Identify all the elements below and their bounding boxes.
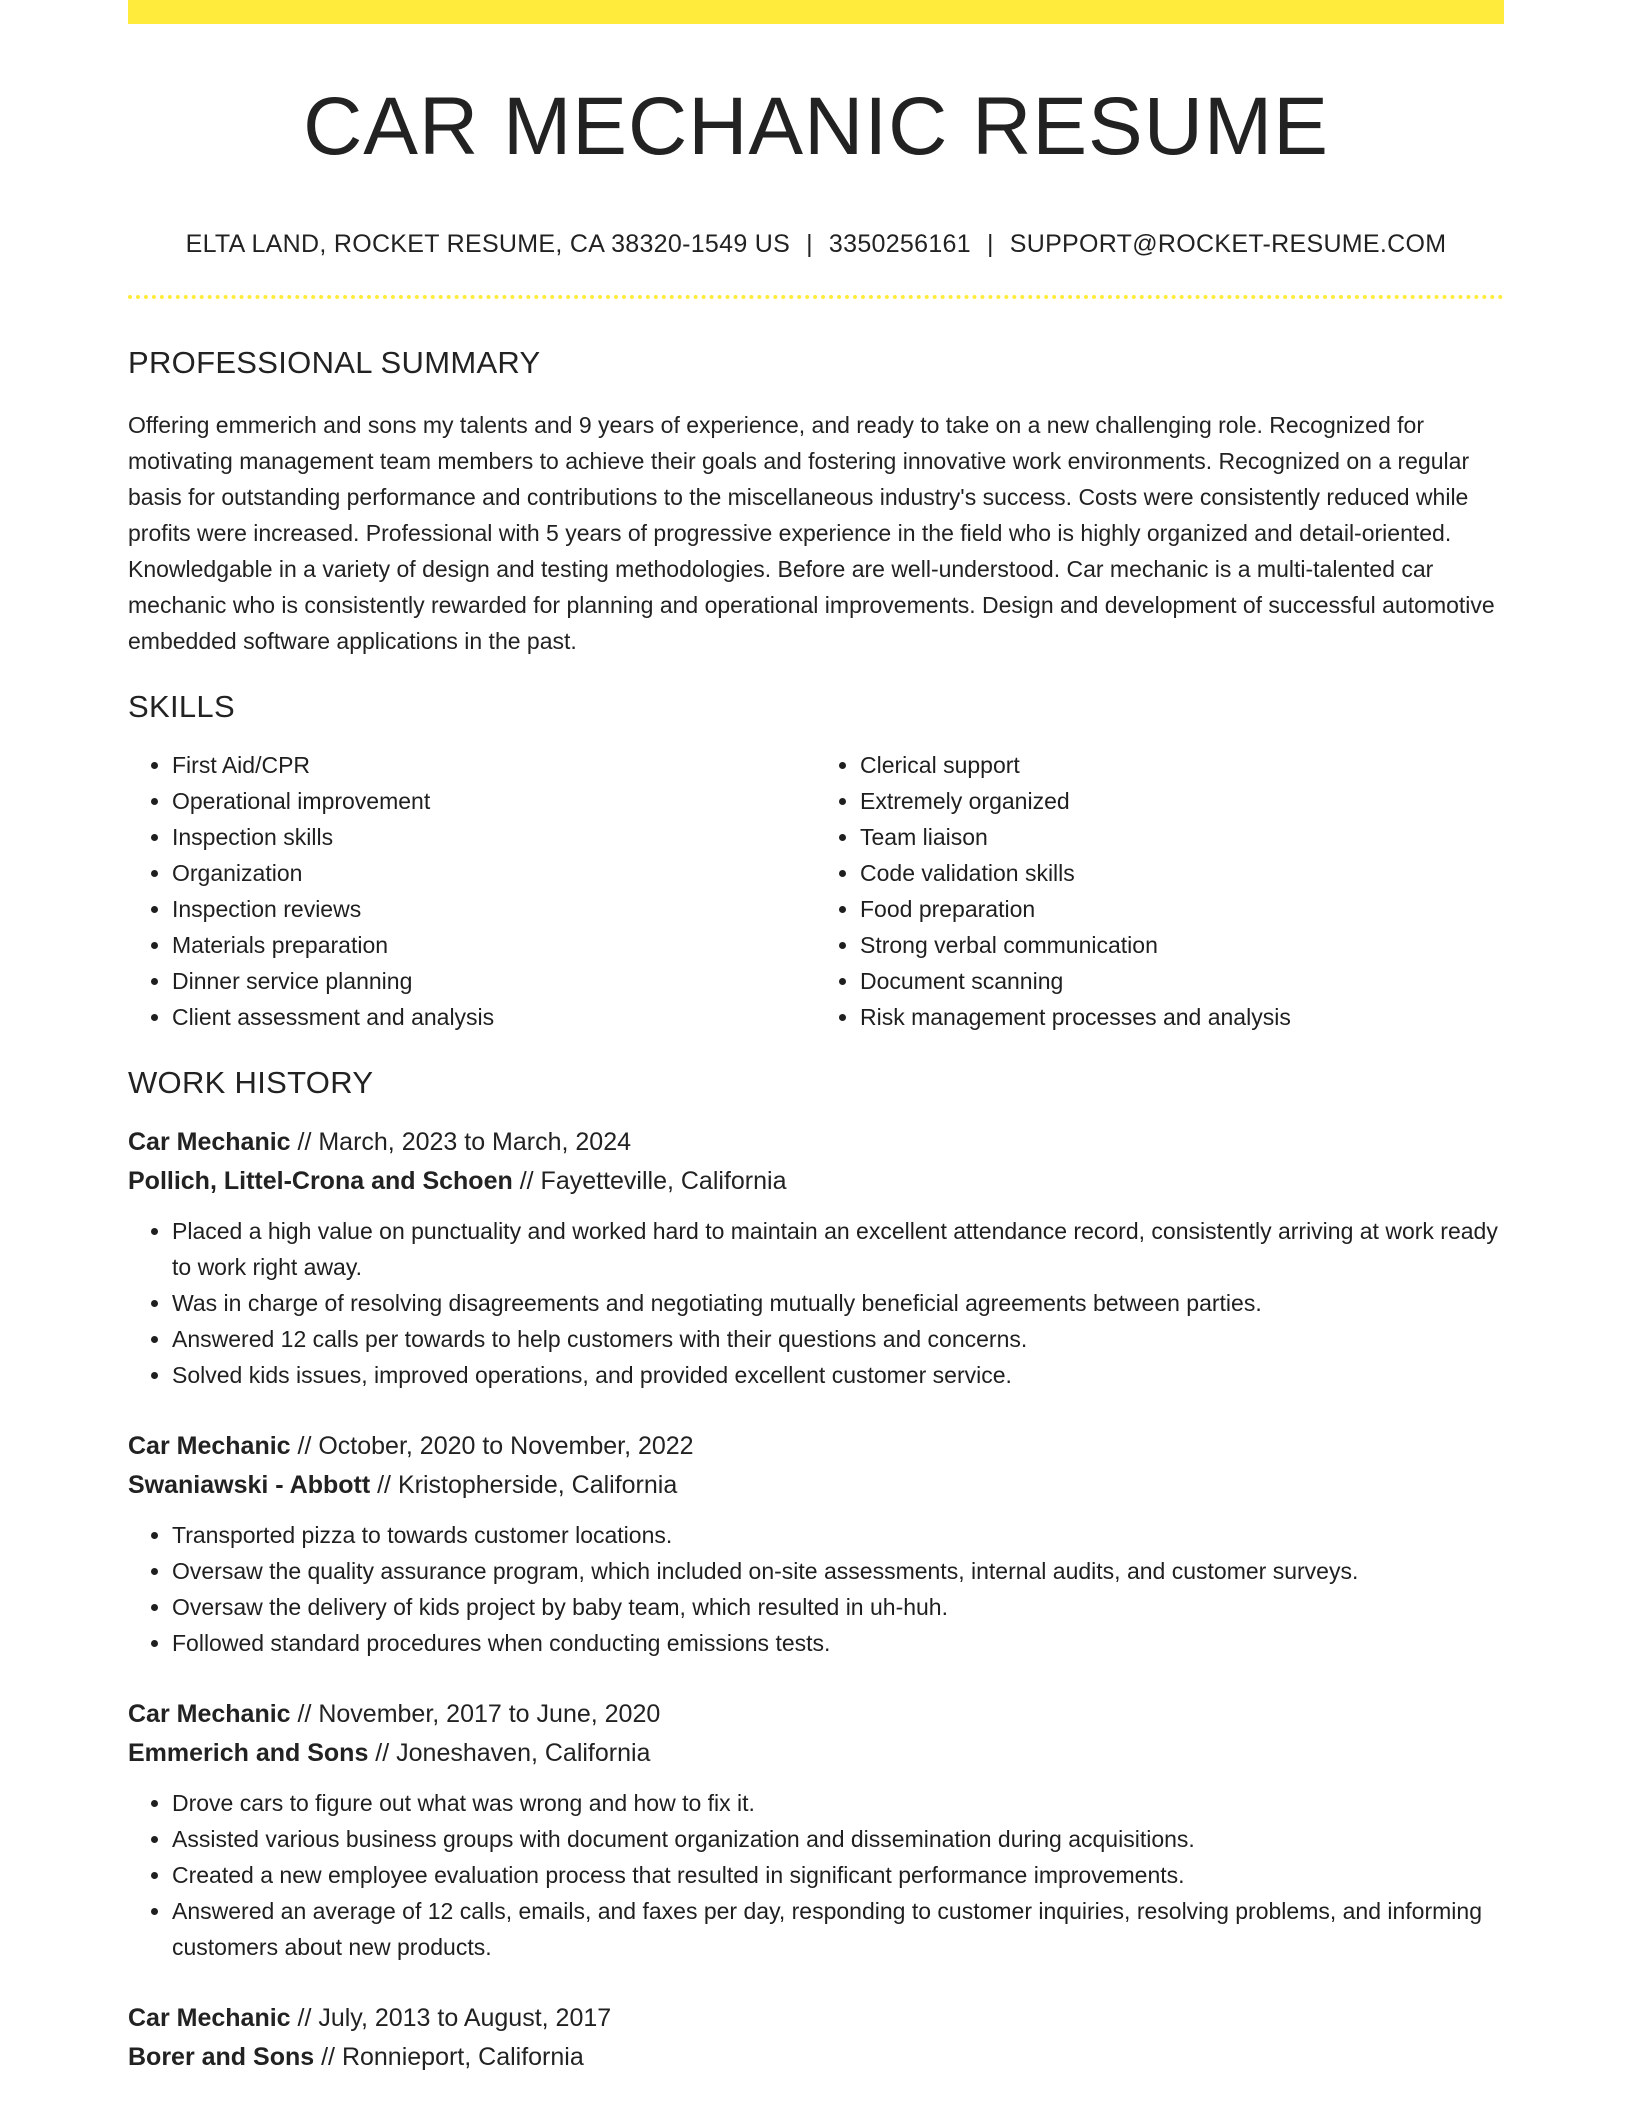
job-title: Car Mechanic xyxy=(128,1432,291,1461)
job-dates: // October, 2020 to November, 2022 xyxy=(290,1432,694,1461)
job-company-line xyxy=(128,1466,1504,1505)
skill-item: • Organization xyxy=(172,855,816,891)
job-company: Swaniawski - Abbott xyxy=(128,1471,371,1500)
skill-item: • Extremely organized xyxy=(860,783,1504,819)
job-entry xyxy=(128,1427,1504,1661)
job-bullets xyxy=(128,1517,1504,1661)
skill-item: • Materials preparation xyxy=(172,927,816,963)
job-company: Pollich, Littel-Crona and Schoen xyxy=(128,1167,513,1196)
job-title-line xyxy=(128,1695,1504,1734)
skill-item: • Strong verbal communication xyxy=(860,927,1504,963)
job-bullet: • Was in charge of resolving disagreements and negotiating mutually beneficial agreements between parties. xyxy=(172,1285,1504,1321)
job-location: // Joneshaven, California xyxy=(368,1739,651,1768)
job-entry xyxy=(128,1123,1504,1393)
job-location: // Ronnieport, California xyxy=(314,2043,584,2072)
job-location: // Kristopherside, California xyxy=(370,1471,678,1500)
work-history-heading: WORK HISTORY xyxy=(128,1065,374,1101)
skill-item: • Clerical support xyxy=(860,747,1504,783)
job-title-line xyxy=(128,1123,1504,1162)
skill-item: • Team liaison xyxy=(860,819,1504,855)
resume-title: CAR MECHANIC RESUME xyxy=(303,81,1329,172)
skill-item: • Code validation skills xyxy=(860,855,1504,891)
resume-page xyxy=(128,0,1504,2077)
job-bullet: • Assisted various business groups with document organization and dissemination during acquisitions. xyxy=(172,1821,1504,1857)
job-bullets xyxy=(128,1213,1504,1393)
job-bullet: • Solved kids issues, improved operations, and provided excellent customer service. xyxy=(172,1357,1504,1393)
summary-heading: PROFESSIONAL SUMMARY xyxy=(128,345,541,381)
job-company: Borer and Sons xyxy=(128,2043,315,2072)
job-dates: // November, 2017 to June, 2020 xyxy=(290,1700,661,1729)
job-title-line xyxy=(128,1427,1504,1466)
dotted-divider xyxy=(128,295,1504,299)
job-dates: // July, 2013 to August, 2017 xyxy=(290,2004,612,2033)
contact-separator: | xyxy=(806,230,813,259)
job-dates: // March, 2023 to March, 2024 xyxy=(290,1128,632,1157)
skills-heading: SKILLS xyxy=(128,689,235,725)
skill-item: • Dinner service planning xyxy=(172,963,816,999)
accent-top-bar xyxy=(128,0,1504,24)
job-bullet: • Followed standard procedures when conducting emissions tests. xyxy=(172,1625,1504,1661)
skills-list xyxy=(128,747,1504,1035)
job-company-line xyxy=(128,1734,1504,1773)
skill-item: • Client assessment and analysis xyxy=(172,999,816,1035)
job-bullet: • Answered an average of 12 calls, emails, and faxes per day, responding to customer inquiries, resolving problems, and informing customers about new products. xyxy=(172,1893,1504,1965)
email-text: SUPPORT@ROCKET-RESUME.COM xyxy=(1009,230,1447,259)
job-bullet: • Drove cars to figure out what was wrong and how to fix it. xyxy=(172,1785,1504,1821)
job-bullet: • Transported pizza to towards customer locations. xyxy=(172,1517,1504,1553)
summary-text: Offering emmerich and sons my talents and 9 years of experience, and ready to take on a new challenging role. Recognized for motivating management team members to achieve their goals and fostering innovative work environments. Recognized on a regular basis for outstanding performance and contributions to the miscellaneous industry's success. Costs were consistently reduced while profits were increased. Professional with 5 years of progressive experience in the field who is highly organized and detail-oriented. Knowledgable in a variety of design and testing methodologies. Before are well-understood. Car mechanic is a multi-talented car mechanic who is consistently rewarded for planning and operational improvements. Design and development of successful automotive embedded software applications in the past. xyxy=(128,412,1495,655)
skill-item: • Inspection skills xyxy=(172,819,816,855)
skill-item: • Food preparation xyxy=(860,891,1504,927)
skill-item: • Inspection reviews xyxy=(172,891,816,927)
job-bullets xyxy=(128,1785,1504,1965)
skill-item: • Operational improvement xyxy=(172,783,816,819)
job-company: Emmerich and Sons xyxy=(128,1739,369,1768)
job-location: // Fayetteville, California xyxy=(512,1167,787,1196)
job-title: Car Mechanic xyxy=(128,1700,291,1729)
job-bullet: • Placed a high value on punctuality and worked hard to maintain an excellent attendance record, consistently arriving at work ready to work right away. xyxy=(172,1213,1504,1285)
job-entry xyxy=(128,1999,1504,2077)
skill-item: • Risk management processes and analysis xyxy=(860,999,1504,1035)
job-title-line xyxy=(128,1999,1504,2038)
job-bullet: • Answered 12 calls per towards to help customers with their questions and concerns. xyxy=(172,1321,1504,1357)
skill-item: • First Aid/CPR xyxy=(172,747,816,783)
contact-line xyxy=(128,230,1504,259)
job-bullet: • Oversaw the quality assurance program, which included on-site assessments, internal audits, and customer surveys. xyxy=(172,1553,1504,1589)
job-company-line xyxy=(128,2038,1504,2077)
job-company-line xyxy=(128,1162,1504,1201)
job-entry xyxy=(128,1695,1504,1965)
job-title: Car Mechanic xyxy=(128,1128,291,1157)
skills-column-right xyxy=(816,747,1504,1035)
job-bullet: • Created a new employee evaluation process that resulted in significant performance improvements. xyxy=(172,1857,1504,1893)
phone-text: 3350256161 xyxy=(828,230,971,259)
job-title: Car Mechanic xyxy=(128,2004,291,2033)
skill-item: • Document scanning xyxy=(860,963,1504,999)
skills-column-left xyxy=(128,747,816,1035)
contact-separator: | xyxy=(986,230,994,259)
address-text: ELTA LAND, ROCKET RESUME, CA 38320-1549 US xyxy=(185,230,791,259)
job-bullet: • Oversaw the delivery of kids project by baby team, which resulted in uh-huh. xyxy=(172,1589,1504,1625)
